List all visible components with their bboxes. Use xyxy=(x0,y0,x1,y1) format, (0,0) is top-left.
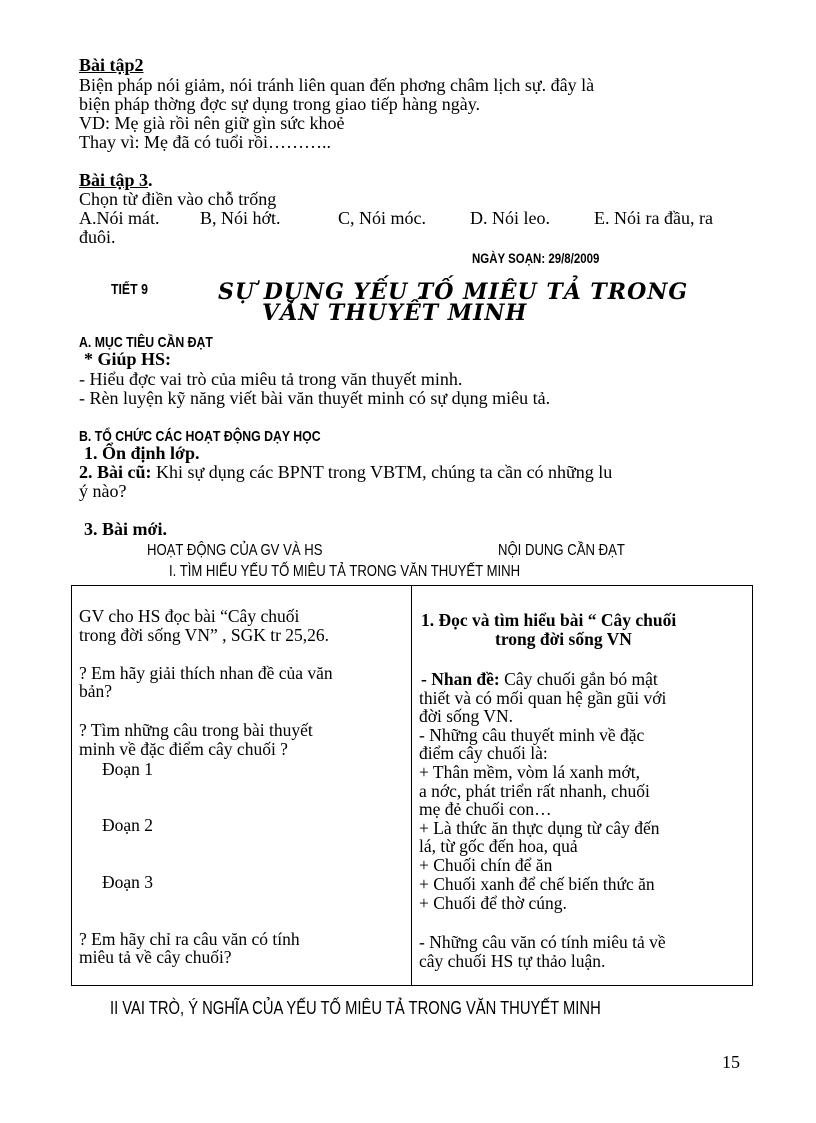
section-a-help: * Giúp HS: xyxy=(84,349,172,369)
exercise2-line: biện pháp thờng đợc sự dụng trong giao tiếp hàng ngày. xyxy=(79,94,481,114)
left-p1a: GV cho HS đọc bài “Cây chuối xyxy=(79,606,300,626)
exercise2-line: Thay vì: Mẹ đã có tuổi rồi……….. xyxy=(79,132,331,152)
left-paragraph-1: Đoạn 1 xyxy=(102,759,154,779)
exercise3-continuation: đuôi. xyxy=(79,227,116,247)
lesson-title-line2: VĂN THUYẾT MINH xyxy=(262,300,528,326)
left-q3a: ? Em hãy chỉ ra câu văn có tính xyxy=(79,929,300,949)
right-line: thiết và có mối quan hệ gần gũi với xyxy=(419,688,667,708)
right-title-label: - Nhan đề: xyxy=(421,669,500,689)
right-line: cây chuối HS tự thảo luận. xyxy=(419,951,606,971)
right-line: + Thân mềm, vòm lá xanh mớt, xyxy=(419,762,640,782)
exercise3-option-b: B, Nói hớt. xyxy=(200,208,281,228)
lesson-number-text: TIẾT 9 xyxy=(111,281,148,298)
lesson-table xyxy=(71,585,753,986)
right-line: đời sống VN. xyxy=(419,706,514,726)
table-col-left-header-text: HOẠT ĐỘNG CỦA GV VÀ HS xyxy=(147,542,323,559)
exercise2-heading: Bài tập2 xyxy=(79,55,144,75)
right-line: - Những câu văn có tính miêu tả về xyxy=(419,932,666,952)
section-b-step2-label: 2. Bài cũ: xyxy=(79,462,152,482)
section-b-heading-text: B. TỔ CHỨC CÁC HOẠT ĐỘNG DẠY HỌC xyxy=(79,428,321,445)
section-ii-heading xyxy=(110,998,708,1019)
right-line: mẹ đẻ chuối con… xyxy=(419,799,552,819)
right-line: a nớc, phát triển rất nhanh, chuối xyxy=(419,781,650,801)
exercise3-instruction: Chọn từ điền vào chỗ trống xyxy=(79,189,277,209)
section-b-step2 xyxy=(79,463,612,482)
table-col-right-header xyxy=(498,542,653,560)
right-line: điểm cây chuối là: xyxy=(419,743,548,763)
exercise3-option-d: D. Nói leo. xyxy=(470,208,550,228)
left-q2b: minh về đặc điểm cây chuối ? xyxy=(79,739,288,759)
right-heading-1: 1. Đọc và tìm hiểu bài “ Cây chuối xyxy=(421,610,677,630)
section-b-step1: 1. Ổn định lớp. xyxy=(84,443,200,463)
right-line: + Chuối để thờ cúng. xyxy=(419,893,567,913)
section-b-step3: 3. Bài mới. xyxy=(84,519,167,539)
lesson-title-line1: SỰ DỤNG YẾU TỐ MIÊU TẢ TRONG xyxy=(218,279,689,305)
exercise3-option-e: E. Nói ra đầu, ra xyxy=(594,208,713,228)
right-heading-2: trong đời sống VN xyxy=(495,629,632,649)
table-subtitle xyxy=(169,563,597,581)
left-q1a: ? Em hãy giải thích nhan đề của văn xyxy=(79,663,333,683)
section-a-item: - Hiểu đợc vai trò của miêu tả trong văn thuyết minh. xyxy=(79,369,463,389)
exercise2-example: VD: Mẹ già rồi nên giữ gìn sức khoẻ xyxy=(79,113,345,133)
left-q1b: bản? xyxy=(79,681,113,701)
section-ii-heading-text: II VAI TRÒ, Ý NGHĨA CỦA YẾU TỐ MIÊU TẢ TRONG VĂN THUYẾT MINH xyxy=(110,998,601,1018)
right-line: lá, từ gốc đến hoa, quả xyxy=(419,836,578,856)
left-paragraph-2: Đoạn 2 xyxy=(102,815,154,835)
exercise3-option-c: C, Nói móc. xyxy=(338,208,426,228)
left-paragraph-3: Đoạn 3 xyxy=(102,872,154,892)
section-a-heading-text: A. MỤC TIÊU CẦN ĐẠT xyxy=(79,334,213,351)
right-line: + Là thức ăn thực dụng từ cây đến xyxy=(419,818,660,838)
right-line: - Những câu thuyết minh về đặc xyxy=(419,725,645,745)
page-number: 15 xyxy=(722,1052,740,1072)
right-title-line xyxy=(421,670,658,689)
lesson-date-text: NGÀY SOẠN: 29/8/2009 xyxy=(472,250,600,266)
exercise3-heading-text: Bài tập 3 xyxy=(79,170,149,190)
table-divider xyxy=(411,586,412,985)
exercise3-heading-dot: . xyxy=(148,170,153,190)
table-col-left-header xyxy=(147,542,361,560)
right-title-text: Cây chuối gắn bó mật xyxy=(499,669,658,689)
left-q2a: ? Tìm những câu trong bài thuyết xyxy=(79,720,313,740)
right-line: + Chuối chín để ăn xyxy=(419,855,553,875)
left-q3b: miêu tả về cây chuối? xyxy=(79,947,232,967)
table-col-right-header-text: NỘI DUNG CẦN ĐẠT xyxy=(498,542,625,559)
right-line: + Chuối xanh để chế biến thức ăn xyxy=(419,874,655,894)
lesson-number xyxy=(111,281,156,298)
section-b-step2-text: Khi sự dụng các BPNT trong VBTM, chúng ta cần có những lu xyxy=(151,462,613,482)
exercise3-heading xyxy=(79,171,153,190)
section-a-item: - Rèn luyện kỹ năng viết bài văn thuyết minh có sự dụng miêu tả. xyxy=(79,388,551,408)
section-b-step2-cont: ý nào? xyxy=(79,481,127,501)
lesson-date xyxy=(472,250,627,266)
table-subtitle-text: I. TÌM HIỂU YẾU TỐ MIÊU TẢ TRONG VĂN THUYẾT MINH xyxy=(169,563,521,580)
exercise2-line: Biện pháp nói giảm, nói tránh liên quan đến phơng châm lịch sự. đây là xyxy=(79,75,595,95)
left-p1b: trong đời sống VN” , SGK tr 25,26. xyxy=(79,625,330,645)
exercise3-option-a: A.Nói mát. xyxy=(79,208,160,228)
